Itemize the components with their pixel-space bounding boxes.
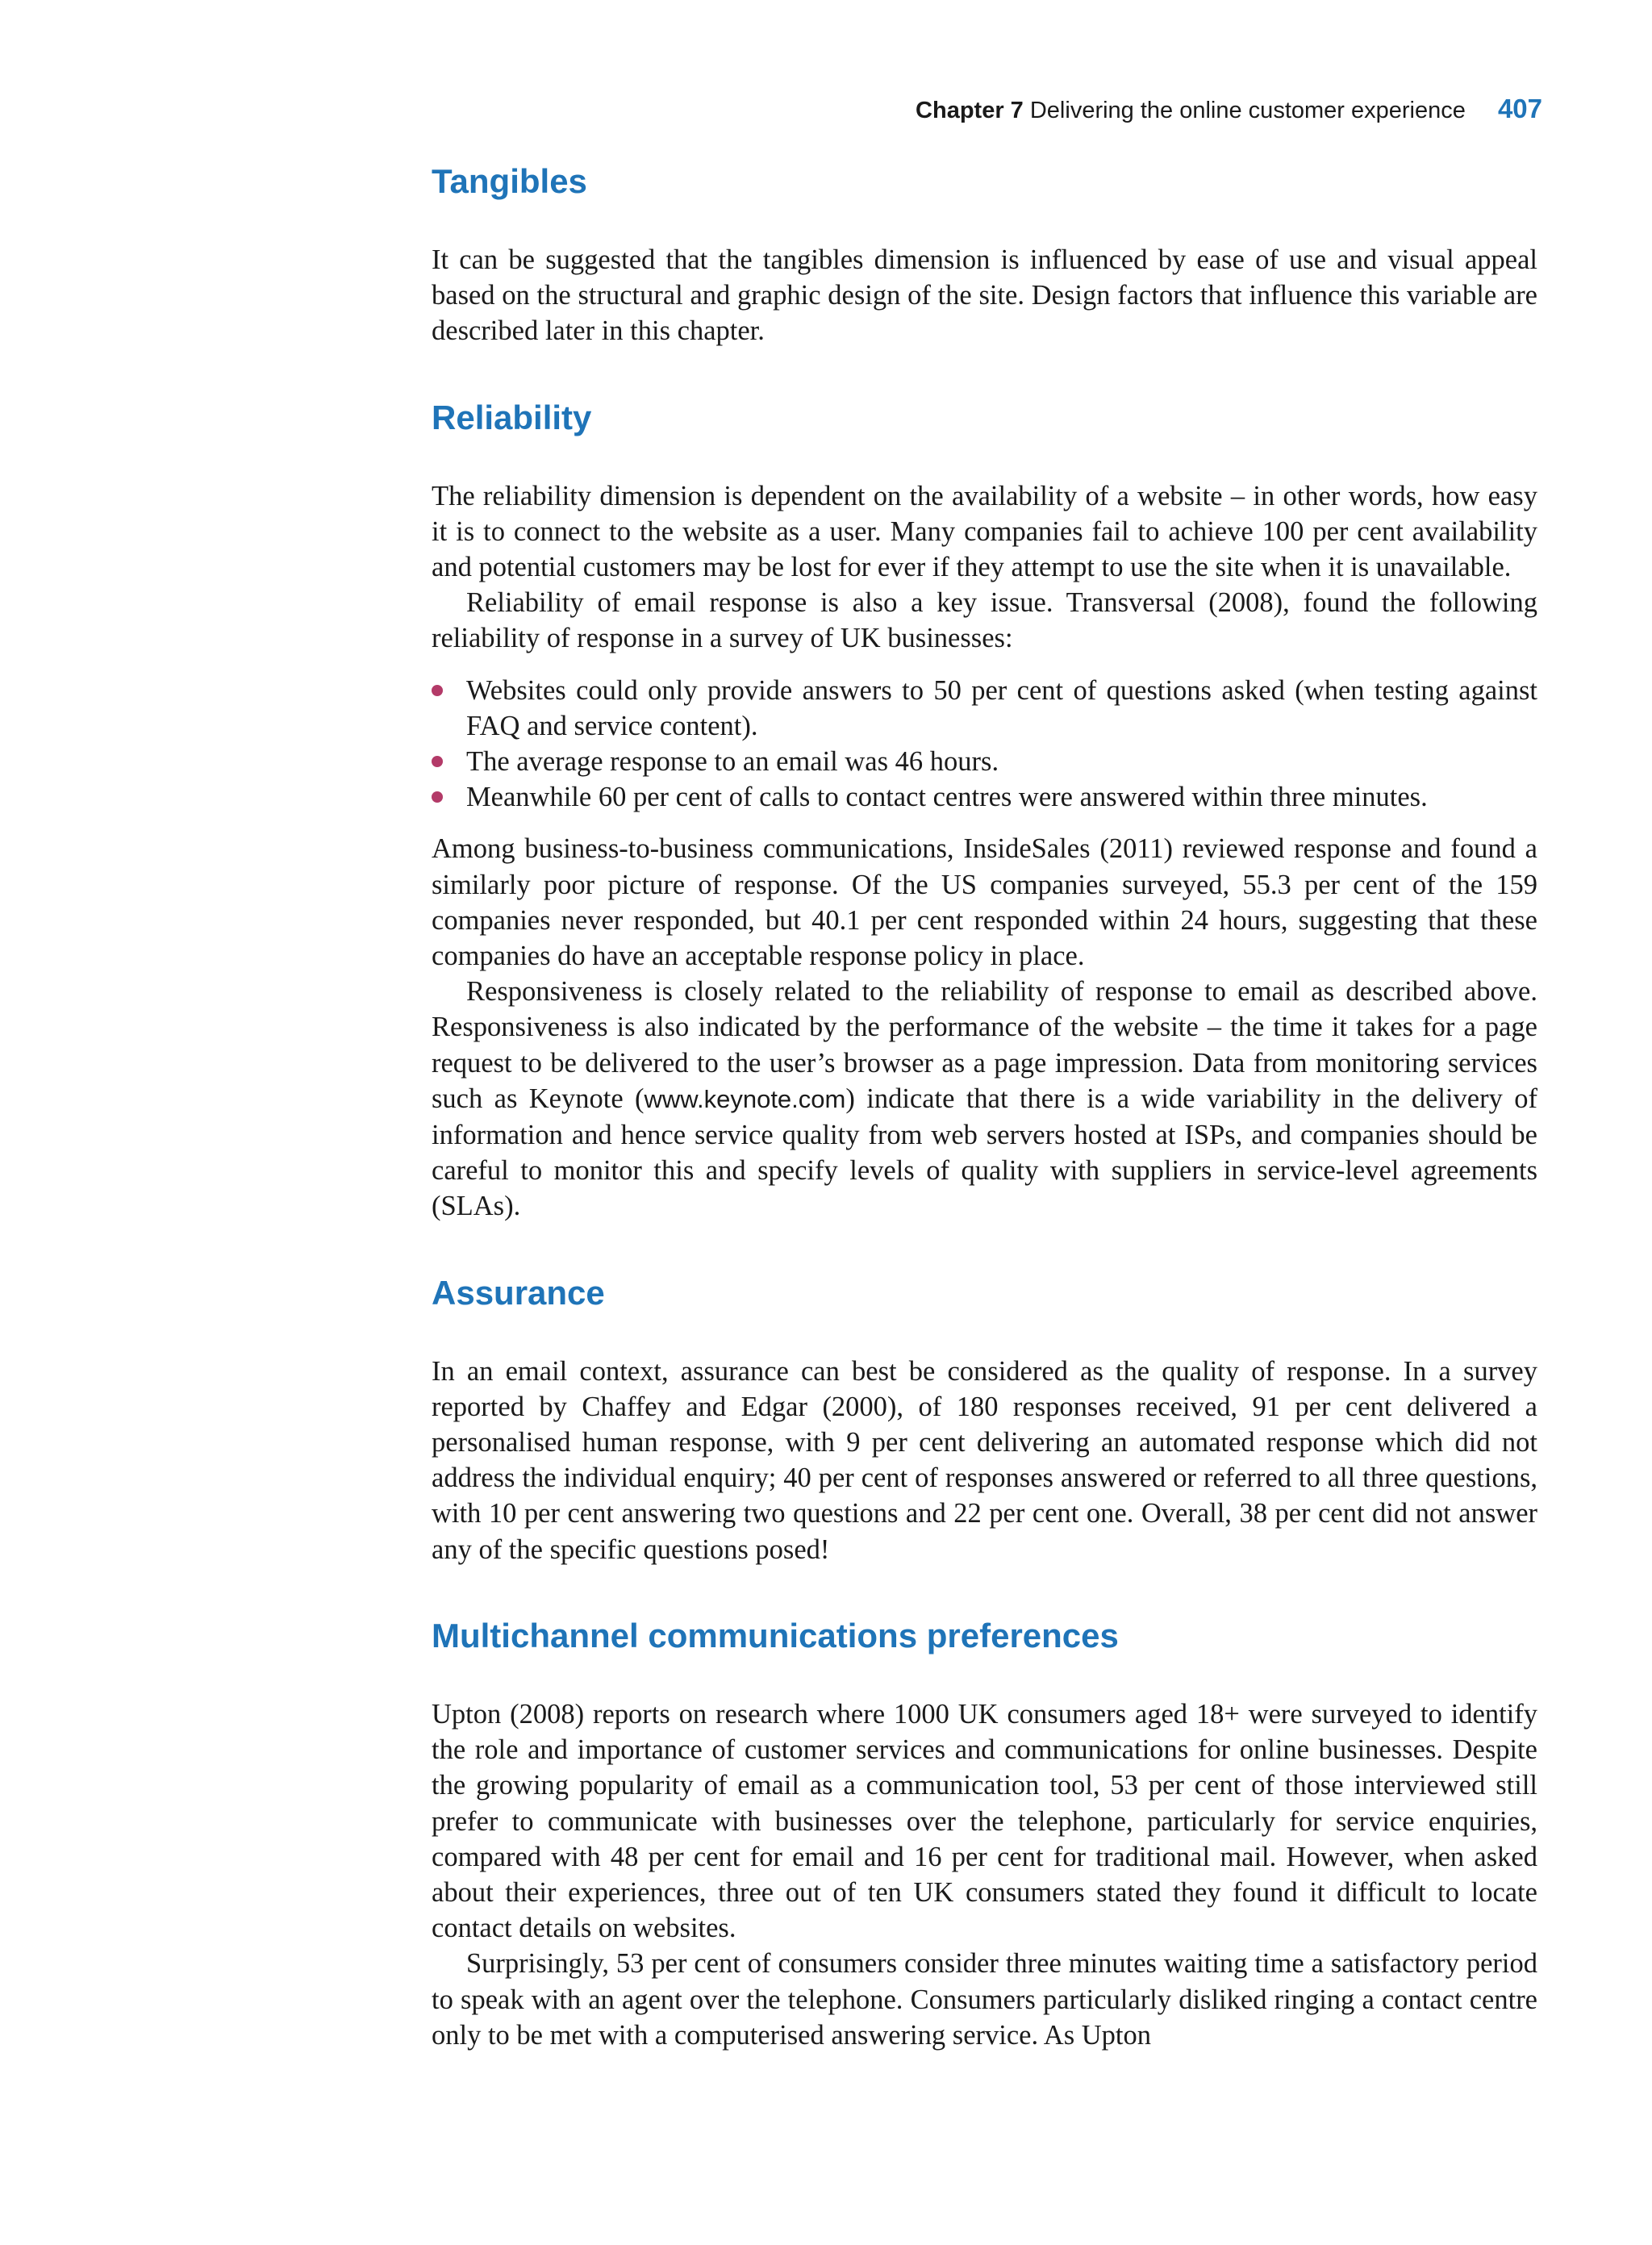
keynote-url: www.keynote.com: [644, 1084, 846, 1113]
bullet-icon: [432, 756, 443, 767]
page-body: [432, 155, 1537, 2053]
list-item-text: Meanwhile 60 per cent of calls to contact centres were answered within three minutes.: [466, 782, 1428, 813]
list-item: [432, 744, 1537, 779]
bullet-icon: [432, 791, 443, 803]
list-item-text: The average response to an email was 46 hours.: [466, 746, 999, 778]
assurance-paragraph: In an email context, assurance can best be considered as the quality of response. In a survey reported by Chaffey and Edgar (2000), of 180 responses received, 91 per cent delivered a personalised human response, with 9 per cent delivering an automated response which did not address the individual enquiry; 40 per cent of responses answered or referred to all three questions, with 10 per cent answering two questions and 22 per cent one. Overall, 38 per cent did not answer any of the specific questions posed!: [432, 1355, 1537, 1565]
list-item-text: Websites could only provide answers to 50 per cent of questions asked (when testing against FAQ and service content).: [466, 674, 1537, 741]
list-item: [432, 673, 1537, 744]
page-number: 407: [1497, 94, 1542, 123]
tangibles-paragraph: It can be suggested that the tangibles dimension is influenced by ease of use and visual appeal based on the structural and graphic design of the site. Design factors that influence this variable are described later in this chapter.: [432, 244, 1537, 347]
list-item: [432, 779, 1537, 815]
reliability-paragraph-4-start: Responsiveness is closely related to the reliability of response to email as described above. Responsiveness is also indicated by the performance of the website – the time it takes for a page request to be delivered to the user’s browser as a page impression. Data from monitoring services such as Keynote (: [432, 976, 1537, 1114]
bullet-icon: [432, 685, 443, 696]
section-heading-assurance: Assurance: [432, 1273, 605, 1312]
running-header: [916, 94, 1542, 124]
section-heading-reliability: Reliability: [432, 398, 592, 436]
reliability-paragraph-4-end: ) indicate that there is a wide variability in the delivery of information and hence service quality from web servers hosted at ISPs, and companies should be careful to monitor this and specify levels of quality with suppliers in service-level agreements (SLAs).: [432, 1083, 1537, 1222]
reliability-paragraph-4: [432, 974, 1537, 1224]
reliability-paragraph-2: Reliability of email response is also a key issue. Transversal (2008), found the following reliability of response in a survey of UK businesses:: [432, 587, 1537, 654]
multichannel-paragraph-2: Surprisingly, 53 per cent of consumers consider three minutes waiting time a satisfactory period to speak with an agent over the telephone. Consumers particularly disliked ringing a contact centre only to be met with a computerised answering service. As Upton: [432, 1948, 1537, 2051]
section-heading-tangibles: Tangibles: [432, 162, 587, 200]
chapter-label: Chapter 7: [916, 98, 1024, 123]
section-heading-multichannel: Multichannel communications preferences: [432, 1616, 1119, 1655]
multichannel-paragraph-1: Upton (2008) reports on research where 1000 UK consumers aged 18+ were surveyed to identify the role and importance of customer services and communications for online businesses. Despite the growing popularity of email as a communication tool, 53 per cent of those interviewed still prefer to communicate with businesses over the telephone, particularly for service enquiries, compared with 48 per cent for email and 16 per cent for traditional mail. However, when asked about their experiences, three out of ten UK consumers stated they found it difficult to locate contact details on websites.: [432, 1698, 1537, 1944]
reliability-paragraph-1: The reliability dimension is dependent on the availability of a website – in other words, how easy it is to connect to the website as a user. Many companies fail to achieve 100 per cent availability and potential customers may be lost for ever if they attempt to use the site when it is unavailable.: [432, 480, 1537, 583]
reliability-paragraph-3: Among business-to-business communications, InsideSales (2011) reviewed response and found a similarly poor picture of response. Of the US companies surveyed, 55.3 per cent of the 159 companies never responded, but 40.1 per cent responded within 24 hours, suggesting that these companies do have an acceptable response policy in place.: [432, 833, 1537, 972]
bullet-list: [432, 673, 1537, 816]
chapter-title: Delivering the online customer experience: [1029, 98, 1466, 123]
